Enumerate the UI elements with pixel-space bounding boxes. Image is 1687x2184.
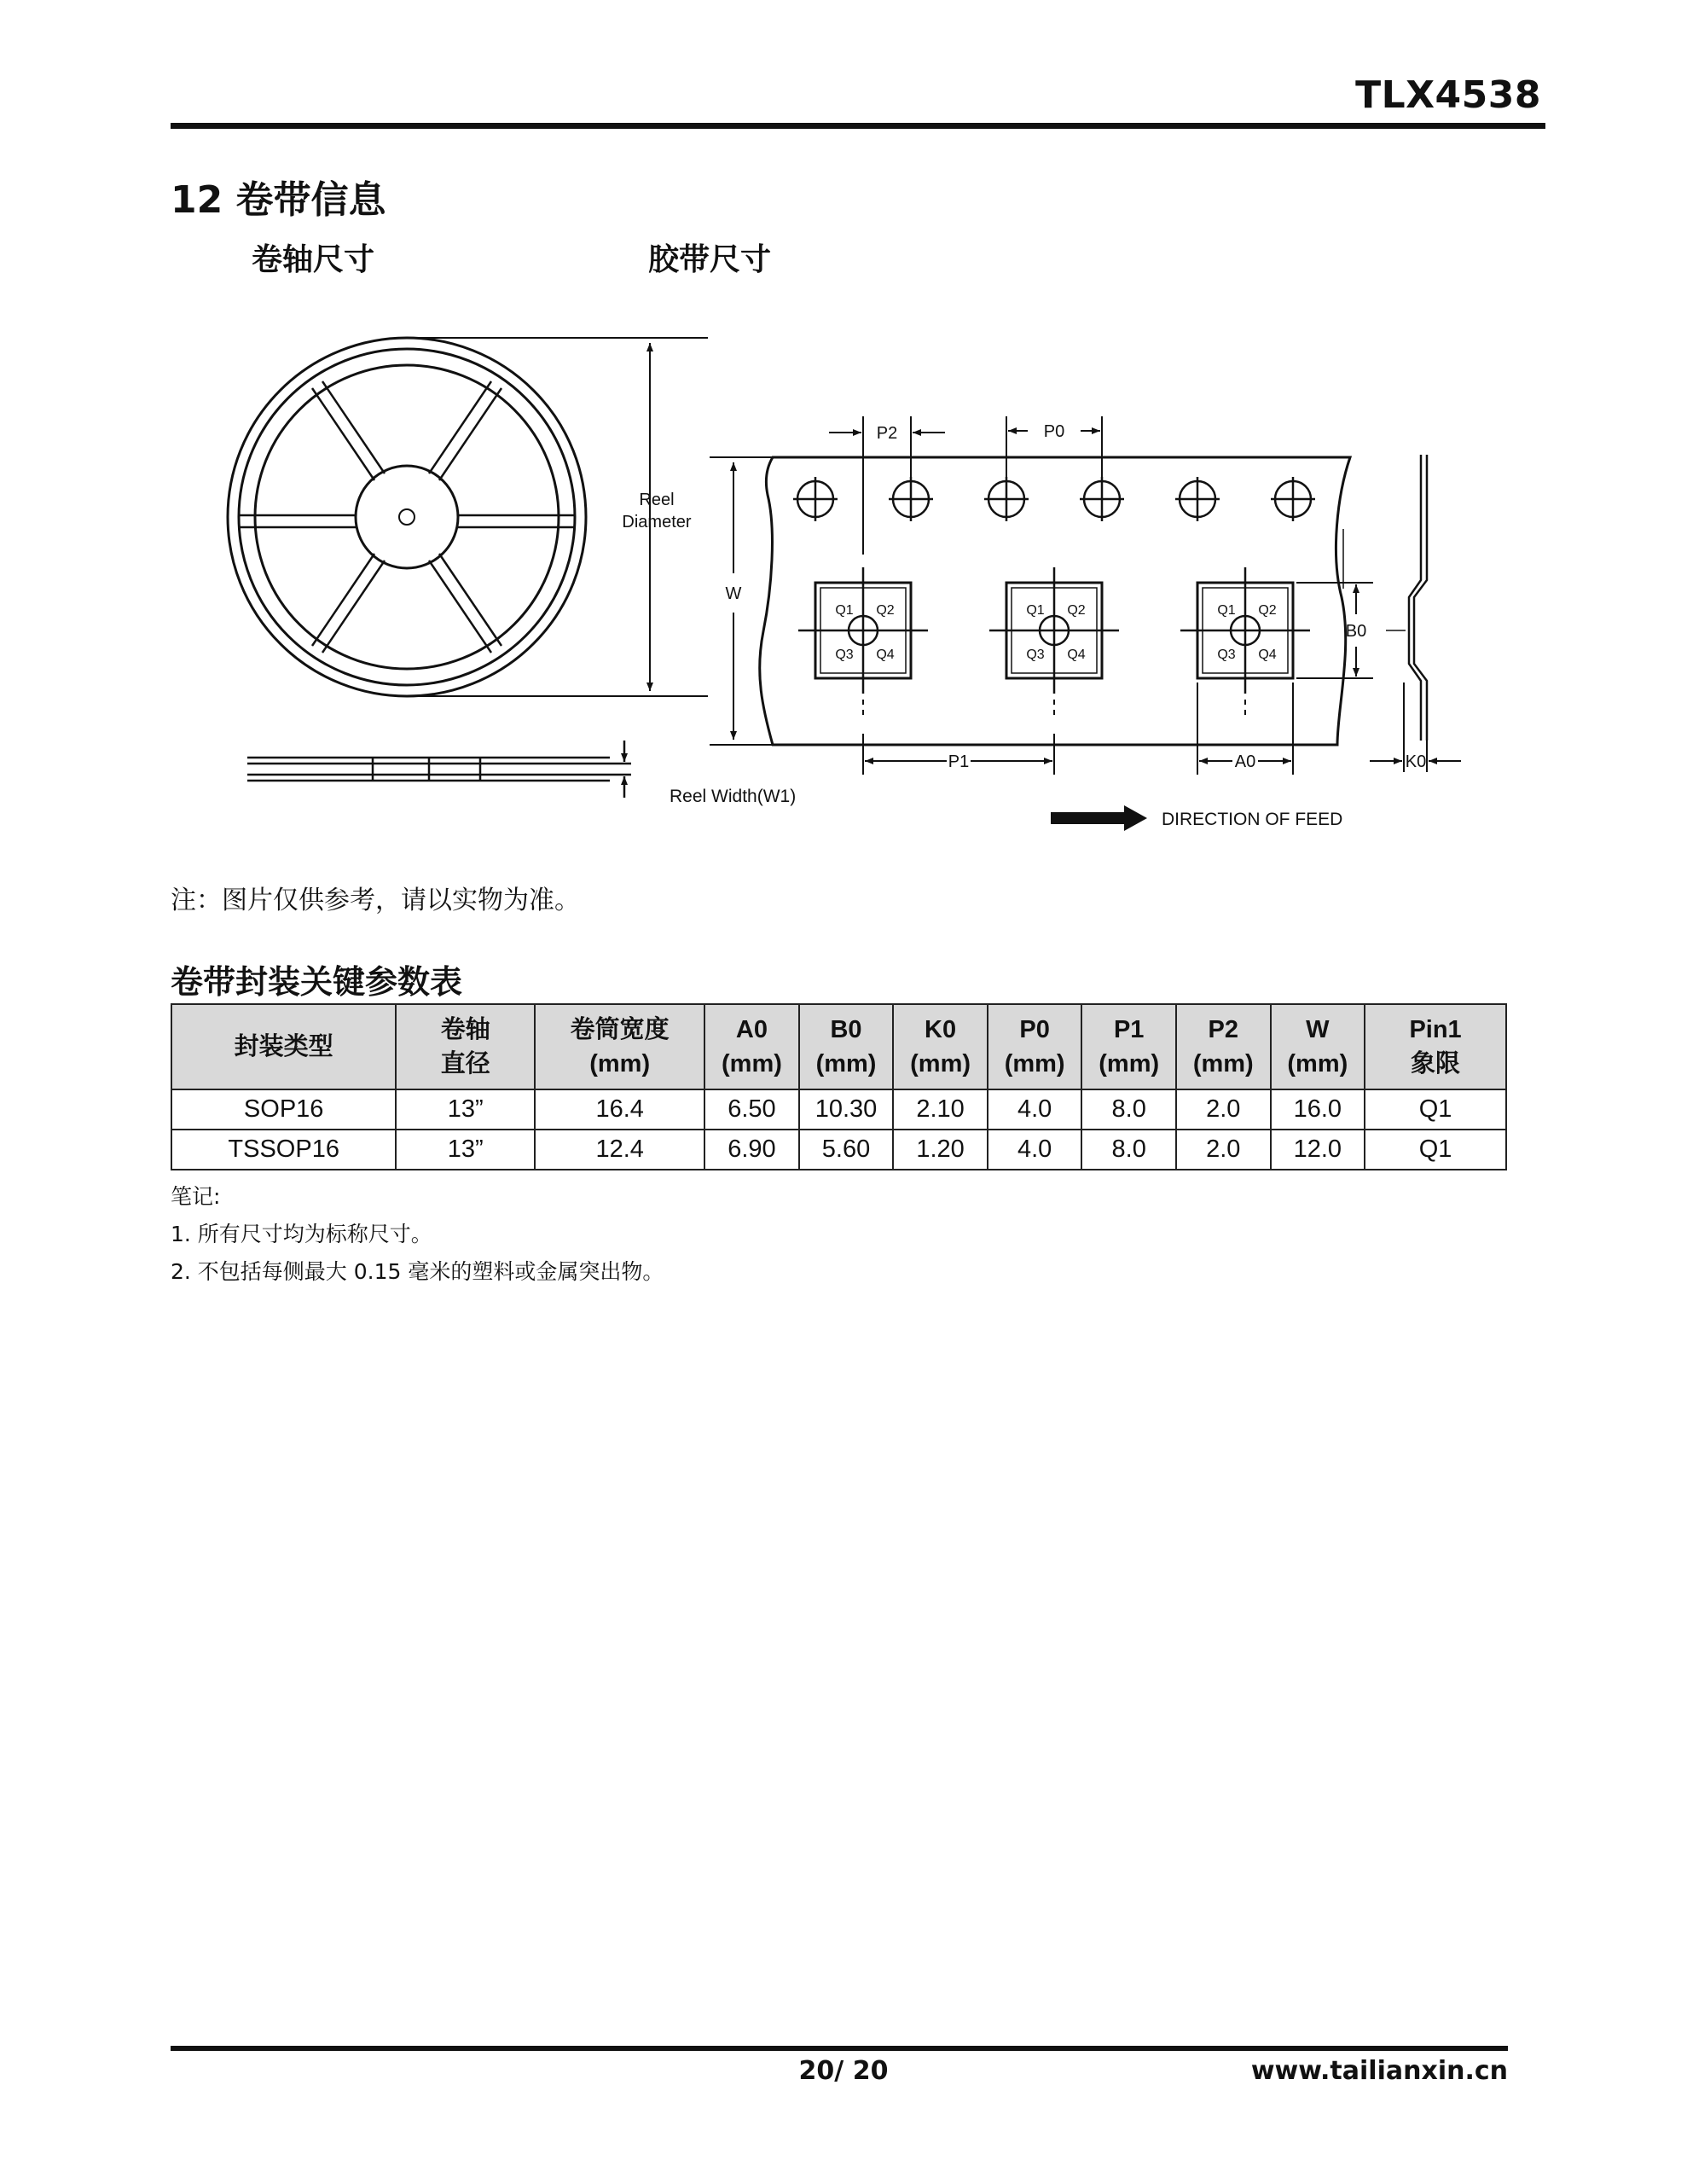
svg-text:Q1: Q1	[1217, 603, 1236, 618]
svg-text:Q2: Q2	[1258, 603, 1277, 618]
table-cell: 12.0	[1271, 1130, 1365, 1170]
table-cell: SOP16	[171, 1089, 396, 1130]
col-header-p2: P2 (mm)	[1176, 1004, 1271, 1089]
notes-title: 笔记:	[171, 1184, 221, 1209]
table-cell: 16.0	[1271, 1089, 1365, 1130]
note-item: 1. 所有尺寸均为标称尺寸。	[171, 1222, 432, 1246]
reel-and-tape-diagram	[0, 0, 1687, 870]
table-cell: 13”	[396, 1130, 535, 1170]
section-title: 12 卷带信息	[171, 178, 386, 222]
table-cell: 8.0	[1081, 1089, 1176, 1130]
table-cell: 4.0	[988, 1130, 1082, 1170]
col-header-p0: P0 (mm)	[988, 1004, 1082, 1089]
footer-rule	[171, 2046, 1508, 2051]
table-cell: 1.20	[893, 1130, 988, 1170]
table-cell: 16.4	[535, 1089, 704, 1130]
component-pockets	[798, 567, 1310, 717]
reel-dimensions-title: 卷轴尺寸	[252, 242, 375, 277]
table-cell: Q1	[1365, 1130, 1506, 1170]
col-header-reel-diameter: 卷轴 直径	[396, 1004, 535, 1089]
svg-text:Q3: Q3	[1026, 648, 1045, 662]
svg-text:Q1: Q1	[1026, 603, 1045, 618]
table-cell: 8.0	[1081, 1130, 1176, 1170]
svg-text:Q1: Q1	[835, 603, 854, 618]
svg-text:Q2: Q2	[876, 603, 895, 618]
direction-of-feed-label: DIRECTION OF FEED	[1162, 810, 1343, 829]
tape-dimensions-title: 胶带尺寸	[648, 242, 772, 277]
col-header-b0: B0 (mm)	[799, 1004, 894, 1089]
a0-label: A0	[1234, 752, 1256, 771]
table-cell: 6.50	[704, 1089, 799, 1130]
reel-drawing	[228, 338, 586, 696]
table-cell: 10.30	[799, 1089, 894, 1130]
website-link[interactable]: www.tailianxin.cn	[1250, 2056, 1508, 2086]
svg-text:Q2: Q2	[1067, 603, 1086, 618]
table-header-row	[171, 1004, 1506, 1089]
table-cell: 6.90	[704, 1130, 799, 1170]
w-label: W	[725, 584, 742, 603]
table-cell: TSSOP16	[171, 1130, 396, 1170]
col-header-reel-width: 卷筒宽度 (mm)	[535, 1004, 704, 1089]
k0-label: K0	[1405, 752, 1427, 771]
note-item: 2. 不包括每侧最大 0.15 毫米的塑料或金属突出物。	[171, 1259, 664, 1284]
tape-side-profile	[1386, 455, 1427, 741]
table-cell: 2.0	[1176, 1130, 1271, 1170]
table-row	[171, 1089, 1506, 1130]
col-header-pin1-quadrant: Pin1 象限	[1365, 1004, 1506, 1089]
svg-text:Q3: Q3	[835, 648, 854, 662]
p1-label: P1	[948, 752, 970, 771]
col-header-k0: K0 (mm)	[893, 1004, 988, 1089]
table-cell: 4.0	[988, 1089, 1082, 1130]
col-header-a0: A0 (mm)	[704, 1004, 799, 1089]
p0-label: P0	[1043, 422, 1065, 441]
reel-diameter-label-2: Diameter	[622, 513, 692, 531]
table-cell: 2.10	[893, 1089, 988, 1130]
col-header-package: 封装类型	[171, 1004, 396, 1089]
p2-label: P2	[876, 424, 898, 443]
table-title: 卷带封装关键参数表	[171, 963, 463, 1001]
table-cell: Q1	[1365, 1089, 1506, 1130]
document-title: TLX4538	[1355, 73, 1541, 117]
table-cell: 2.0	[1176, 1089, 1271, 1130]
reel-width-label: Reel Width(W1)	[670, 787, 797, 806]
feed-direction-arrow	[1051, 805, 1147, 831]
table-cell: 12.4	[535, 1130, 704, 1170]
col-header-p1: P1 (mm)	[1081, 1004, 1176, 1089]
quadrant-labels	[835, 603, 1276, 662]
svg-text:Q3: Q3	[1217, 648, 1236, 662]
b0-label: B0	[1345, 622, 1367, 641]
svg-text:Q4: Q4	[1067, 648, 1086, 662]
reel-side-view	[247, 741, 631, 798]
svg-text:Q4: Q4	[1258, 648, 1277, 662]
table-row	[171, 1130, 1506, 1170]
table-cell: 13”	[396, 1089, 535, 1130]
image-disclaimer-note: 注：图片仅供参考，请以实物为准。	[171, 886, 580, 915]
page-number: 20/ 20	[798, 2056, 889, 2086]
sprocket-holes	[793, 477, 1315, 521]
table-cell: 5.60	[799, 1130, 894, 1170]
svg-text:Q4: Q4	[876, 648, 895, 662]
reel-diameter-label: Reel	[639, 491, 675, 509]
tape-reel-parameter-table	[171, 1003, 1507, 1170]
col-header-w: W (mm)	[1271, 1004, 1365, 1089]
